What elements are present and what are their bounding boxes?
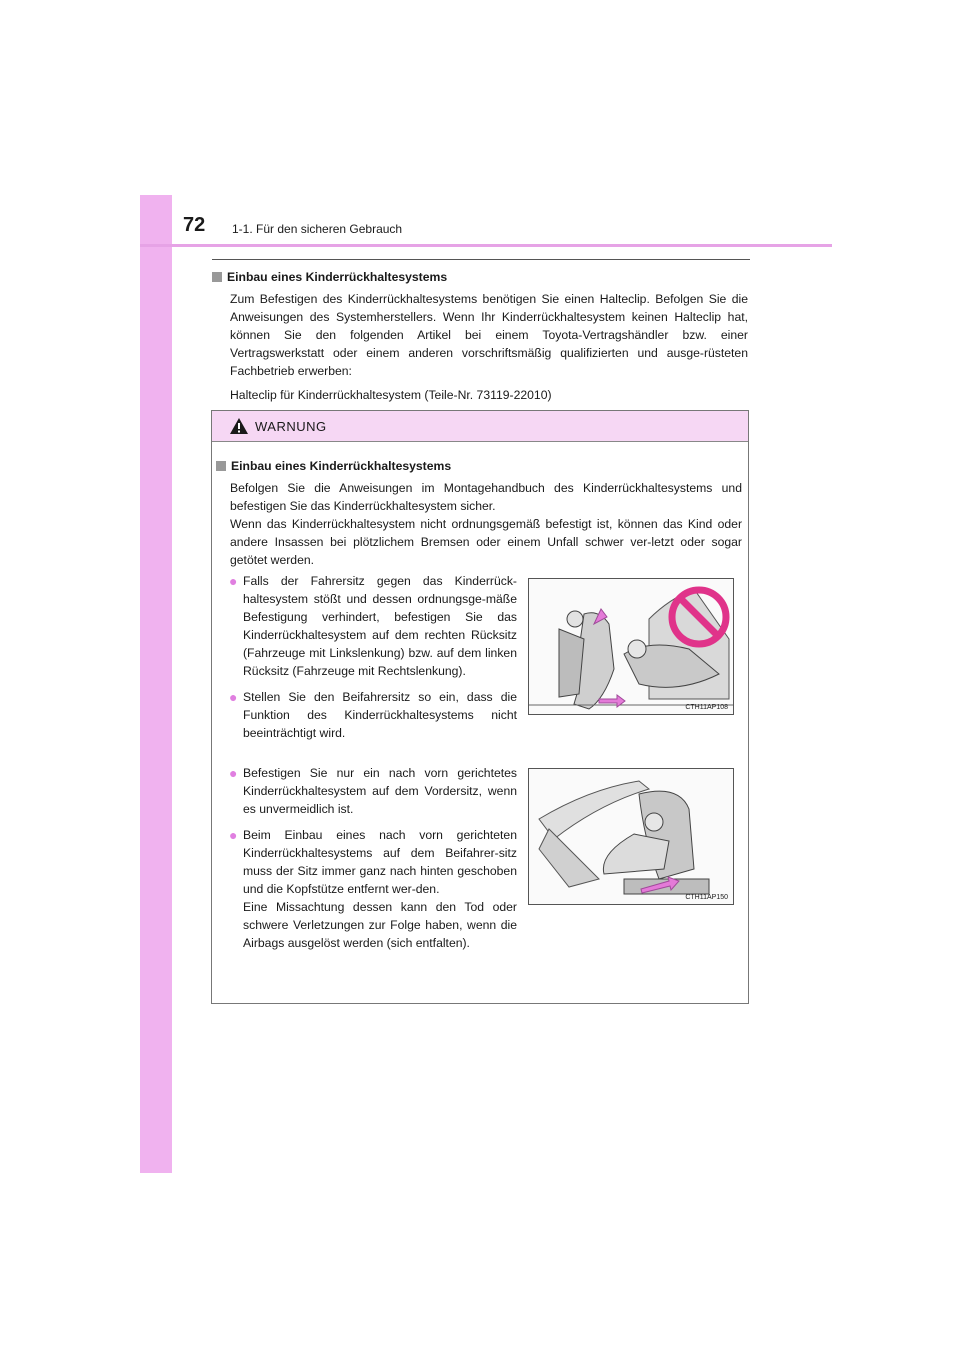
- bullet-dot-icon: ●: [229, 827, 238, 843]
- warning-box: [211, 410, 749, 1004]
- list-item: ● Befestigen Sie nur ein nach vorn gerichtetes Kinderrückhaltesystem auf dem Vordersitz, wenn es unvermeidlich ist.: [229, 765, 517, 816]
- bullet-list-b: [229, 764, 517, 960]
- list-item: ● Falls der Fahrersitz gegen das Kinderrück-haltesystem stößt und dessen ordnungsge-mäße Befestigung verhindert, befestigen Sie das Kinderrückhaltesystem auf dem rechten Rücksitz (Fahrzeuge mit Linkslenkung) bzw. auf dem linken Rücksitz (Fahrzeuge mit Rechtslenkung).: [229, 573, 517, 678]
- header-line: [140, 244, 832, 247]
- square-bullet-icon: [212, 272, 222, 282]
- section-title: 1-1. Für den sicheren Gebrauch: [232, 222, 403, 236]
- figure-driver-seat: [528, 578, 734, 715]
- main-paragraph: Zum Befestigen des Kinderrückhaltesystems benötigen Sie einen Halteclip. Befolgen Sie die Anweisungen des Systemherstellers. Wenn Ihr Kinderrückhaltesystem keinen Halteclip hat, können Sie den folgenden Artikel bei einem Toyota-Vertragshändler bzw. einer Vertragswerkstatt oder einem anderen vorschriftsmäßig qualifizierten und ausge-rüsteten Fachbetrieb erwerben:: [230, 292, 748, 378]
- bullet-dot-icon: ●: [229, 765, 238, 781]
- figure-code: CTH11AP108: [685, 704, 728, 711]
- driver-seat-illustration: [529, 579, 734, 715]
- section-divider: [212, 259, 750, 260]
- bullet-dot-icon: ●: [229, 573, 238, 589]
- square-bullet-icon: [216, 461, 226, 471]
- warning-heading: Einbau eines Kinderrückhaltesystems: [216, 457, 742, 475]
- page-number: 72: [183, 214, 206, 236]
- part-number: Halteclip für Kinderrückhaltesystem (Teile-Nr. 73119-22010): [230, 388, 552, 402]
- main-section: [212, 268, 748, 404]
- warning-triangle-icon: [229, 417, 249, 435]
- figure-front-seat: [528, 768, 734, 905]
- warning-title: WARNUNG: [255, 419, 327, 434]
- bullet-dot-icon: ●: [229, 689, 238, 705]
- warning-header: [212, 411, 748, 442]
- front-seat-illustration: [529, 769, 734, 905]
- list-item: ● Stellen Sie den Beifahrersitz so ein, dass die Funktion des Kinderrückhaltesystems nicht beeinträchtigt wird.: [229, 689, 517, 740]
- sidebar-stripe: [140, 195, 172, 1173]
- warning-section: [216, 457, 742, 569]
- bullet-b-extra: Eine Missachtung dessen kann den Tod oder schwere Verletzungen zur Folge haben, wenn die Airbags ausgelöst werden (sich entfalten).: [243, 900, 517, 950]
- warning-paragraph-2: Wenn das Kinderrückhaltesystem nicht ordnungsgemäß befestigt ist, können das Kind oder andere Insassen bei plötzlichem Bremsen oder einem Unfall schwer ver-letzt oder sogar getötet werden.: [230, 517, 742, 567]
- bullet-list-a: [229, 572, 517, 750]
- list-item: ● Beim Einbau eines nach vorn gerichteten Kinderrückhaltesystems auf dem Beifahrer-sitz muss der Sitz immer ganz nach hinten geschoben und die Kopfstütze entfernt wer-den. Eine Missachtung dessen kann den Tod oder schwere Verletzungen zur Folge haben, wenn die Airbags ausgelöst werden (sich entfalten).: [229, 827, 517, 950]
- main-heading: Einbau eines Kinderrückhaltesystems: [212, 268, 748, 286]
- figure-code: CTH11AP150: [685, 894, 728, 901]
- warning-paragraph-1: Befolgen Sie die Anweisungen im Montagehandbuch des Kinderrückhaltesystems und befestigen Sie das Kinderrückhaltesystem sicher.: [230, 481, 742, 513]
